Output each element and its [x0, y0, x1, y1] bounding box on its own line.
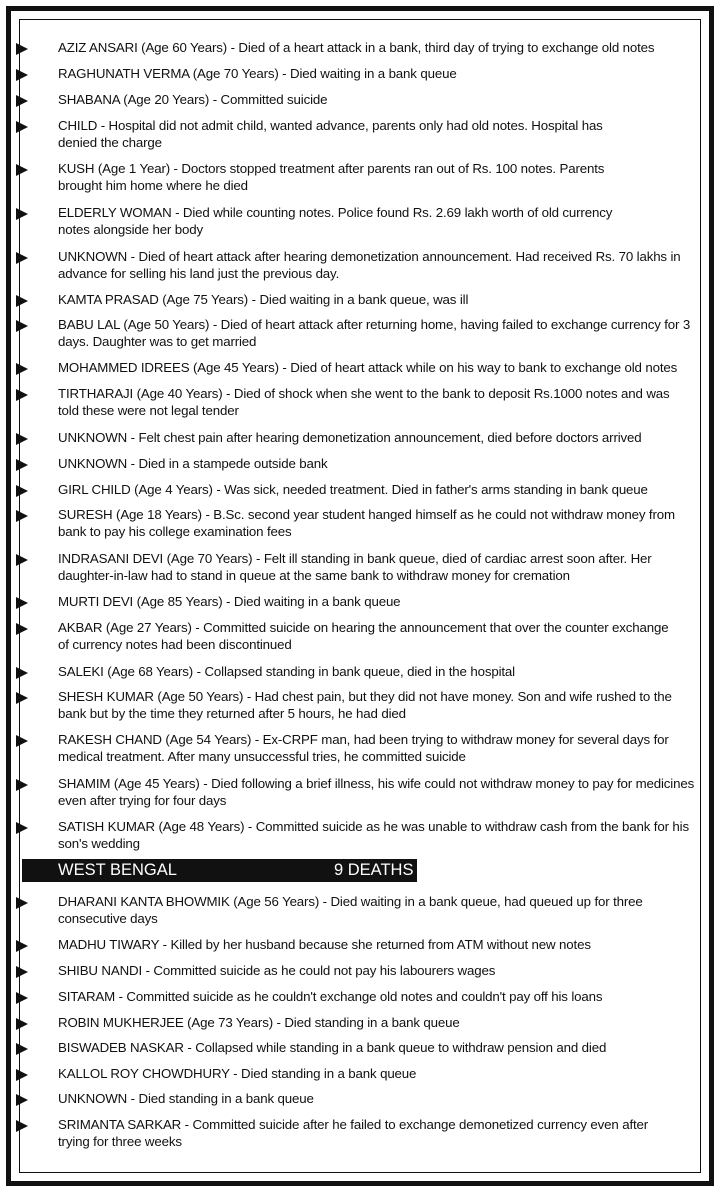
- list-item: KAMTA PRASAD (Age 75 Years) - Died waiting in a bank queue, was ill: [36, 292, 701, 309]
- list-item: DHARANI KANTA BHOWMIK (Age 56 Years) - Died waiting in a bank queue, had queued up for three consecutive days: [36, 894, 701, 927]
- list-item: UNKNOWN - Died of heart attack after hearing demonetization announcement. Had received Rs. 70 lakhs in advance for selling his land just the previous day.: [36, 249, 701, 282]
- list-item: BABU LAL (Age 50 Years) - Died of heart attack after returning home, having failed to exchange currency for 3 days. Daughter was to get married: [36, 317, 701, 350]
- list-item: SHAMIM (Age 45 Years) - Died following a brief illness, his wife could not withdraw money to pay for medicines even after trying for four days: [36, 776, 701, 809]
- bullet-triangle-icon: [16, 510, 28, 522]
- bullet-triangle-icon: [16, 363, 28, 375]
- list-item: SRIMANTA SARKAR - Committed suicide after he failed to exchange demonetized currency even after trying for three weeks: [36, 1117, 701, 1150]
- list-item: INDRASANI DEVI (Age 70 Years) - Felt ill standing in bank queue, died of cardiac arrest soon after. Her daughter-in-law had to stand in queue at the same bank to withdraw money for cremation: [36, 551, 701, 584]
- list-item: MURTI DEVI (Age 85 Years) - Died waiting in a bank queue: [36, 594, 701, 611]
- list-item: SHIBU NANDI - Committed suicide as he could not pay his labourers wages: [36, 963, 701, 980]
- bullet-triangle-icon: [16, 1120, 28, 1132]
- list-item: AZIZ ANSARI (Age 60 Years) - Died of a heart attack in a bank, third day of trying to exchange old notes: [36, 40, 701, 57]
- bullet-triangle-icon: [16, 252, 28, 264]
- bullet-triangle-icon: [16, 389, 28, 401]
- region-name: WEST BENGAL: [58, 861, 177, 879]
- list-item: SITARAM - Committed suicide as he couldn't exchange old notes and couldn't pay off his loans: [36, 989, 701, 1006]
- bullet-triangle-icon: [16, 95, 28, 107]
- list-item: SURESH (Age 18 Years) - B.Sc. second year student hanged himself as he could not withdraw money from bank to pay his college examination fees: [36, 507, 701, 540]
- list-item: RAKESH CHAND (Age 54 Years) - Ex-CRPF man, had been trying to withdraw money for several days for medical treatment. After many unsuccessful tries, he committed suicide: [36, 732, 701, 765]
- bullet-triangle-icon: [16, 966, 28, 978]
- bullet-triangle-icon: [16, 164, 28, 176]
- bullet-triangle-icon: [16, 433, 28, 445]
- list-item: GIRL CHILD (Age 4 Years) - Was sick, needed treatment. Died in father's arms standing in bank queue: [36, 482, 701, 499]
- list-item: KALLOL ROY CHOWDHURY - Died standing in a bank queue: [36, 1066, 701, 1083]
- bullet-triangle-icon: [16, 822, 28, 834]
- bullet-triangle-icon: [16, 940, 28, 952]
- death-count: 9 DEATHS: [334, 861, 414, 879]
- bullet-triangle-icon: [16, 1069, 28, 1081]
- list-item: MADHU TIWARY - Killed by her husband because she returned from ATM without new notes: [36, 937, 701, 954]
- bullet-triangle-icon: [16, 1094, 28, 1106]
- bullet-triangle-icon: [16, 897, 28, 909]
- list-item: UNKNOWN - Felt chest pain after hearing demonetization announcement, died before doctors arrived: [36, 430, 701, 447]
- bullet-triangle-icon: [16, 779, 28, 791]
- bullet-triangle-icon: [16, 459, 28, 471]
- list-item: ELDERLY WOMAN - Died while counting notes. Police found Rs. 2.69 lakh worth of old currency notes alongside her body: [36, 205, 701, 238]
- list-item: KUSH (Age 1 Year) - Doctors stopped treatment after parents ran out of Rs. 100 notes. Parents brought him home where he died: [36, 161, 701, 194]
- list-item: SHESH KUMAR (Age 50 Years) - Had chest pain, but they did not have money. Son and wife rushed to the bank but by the time they returned after 5 hours, he had died: [36, 689, 701, 722]
- bullet-triangle-icon: [16, 554, 28, 566]
- list-item: SALEKI (Age 68 Years) - Collapsed standing in bank queue, died in the hospital: [36, 664, 701, 681]
- list-item: SHABANA (Age 20 Years) - Committed suicide: [36, 92, 701, 109]
- list-item: ROBIN MUKHERJEE (Age 73 Years) - Died standing in a bank queue: [36, 1015, 701, 1032]
- list-item: RAGHUNATH VERMA (Age 70 Years) - Died waiting in a bank queue: [36, 66, 701, 83]
- bullet-triangle-icon: [16, 1018, 28, 1030]
- bullet-triangle-icon: [16, 69, 28, 81]
- list-item: CHILD - Hospital did not admit child, wanted advance, parents only had old notes. Hospital has denied the charge: [36, 118, 701, 151]
- bullet-triangle-icon: [16, 320, 28, 332]
- list-item: BISWADEB NASKAR - Collapsed while standing in a bank queue to withdraw pension and died: [36, 1040, 701, 1057]
- bullet-triangle-icon: [16, 208, 28, 220]
- list-item: UNKNOWN - Died in a stampede outside bank: [36, 456, 701, 473]
- list-item: SATISH KUMAR (Age 48 Years) - Committed suicide as he was unable to withdraw cash from the bank for his son's wedding: [36, 819, 701, 852]
- bullet-triangle-icon: [16, 43, 28, 55]
- bullet-triangle-icon: [16, 623, 28, 635]
- list-item: MOHAMMED IDREES (Age 45 Years) - Died of heart attack while on his way to bank to exchange old notes: [36, 360, 701, 377]
- list-item: TIRTHARAJI (Age 40 Years) - Died of shock when she went to the bank to deposit Rs.1000 notes and was told these were not legal tender: [36, 386, 701, 419]
- section-header-west-bengal: [22, 859, 417, 882]
- list-item: UNKNOWN - Died standing in a bank queue: [36, 1091, 701, 1108]
- list-item: AKBAR (Age 27 Years) - Committed suicide on hearing the announcement that over the counter exchange of currency notes had been discontinued: [36, 620, 701, 653]
- bullet-triangle-icon: [16, 992, 28, 1004]
- bullet-triangle-icon: [16, 597, 28, 609]
- bullet-triangle-icon: [16, 121, 28, 133]
- bullet-triangle-icon: [16, 295, 28, 307]
- bullet-triangle-icon: [16, 667, 28, 679]
- bullet-triangle-icon: [16, 692, 28, 704]
- bullet-triangle-icon: [16, 1043, 28, 1055]
- bullet-triangle-icon: [16, 735, 28, 747]
- bullet-triangle-icon: [16, 485, 28, 497]
